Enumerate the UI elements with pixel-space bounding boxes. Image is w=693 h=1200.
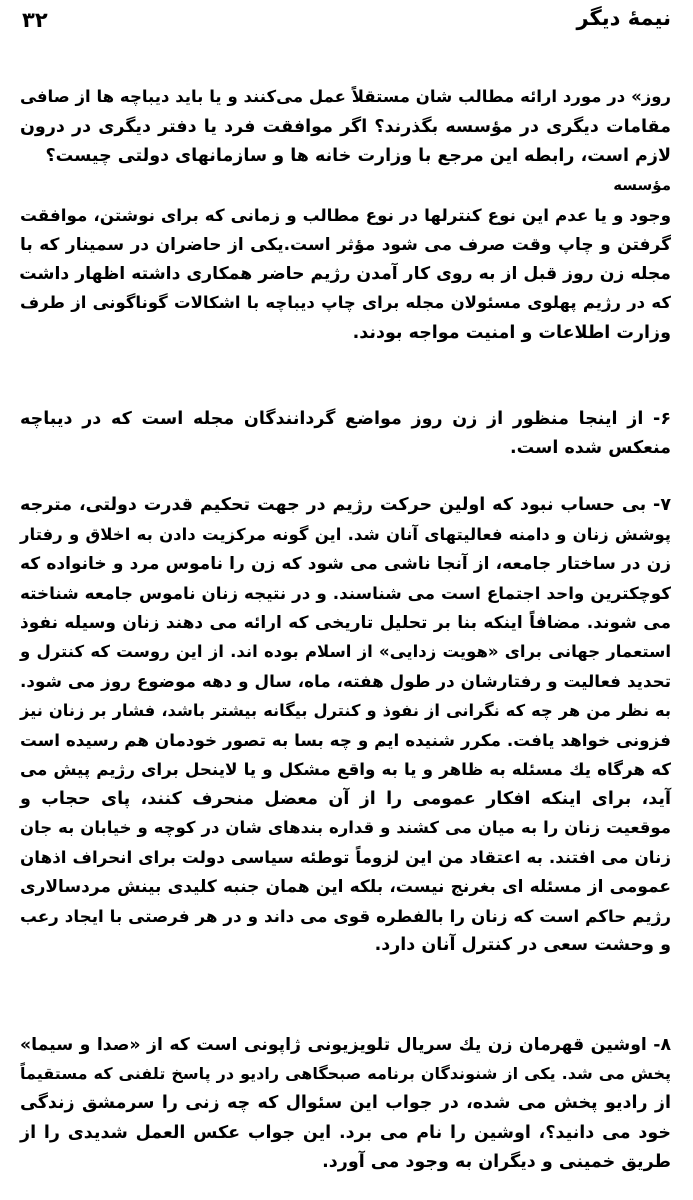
- text-line: زن در ساختار جامعه، از آنجا ناشی می شود که زن را ناموس مرد و خانواده که: [20, 554, 671, 574]
- text-line: زنان می افتند. به اعتقاد من این لزوماً توطئه سیاسی دولت برای انحراف اذهان: [20, 847, 671, 867]
- running-title: نیمهٔ دیگر: [576, 6, 671, 30]
- text-line: پخش می شد. یکی از شنوندگان برنامه صبحگاهی رادیو در پاسخ تلفنی که مستقیماً: [20, 1064, 671, 1083]
- text-line: تحدید فعالیت و رفتارشان در طول هفته، ماه، سال و دهه موضوع روز می شود.: [20, 671, 671, 691]
- text-line: گرفتن و چاپ وقت صرف می شود مؤثر است.یکی از حاضران در سمینار که با: [20, 235, 671, 255]
- text-line: موقعیت زنان را به میان می کشند و قداره بندهای شان در کوچه و خیابان به جان: [20, 818, 671, 837]
- text-line: مؤسسه: [613, 176, 671, 194]
- page-number: ۳۲: [22, 8, 48, 32]
- text-line: خود می دانید؟، اوشین را نام می برد. این جواب عکس العمل شدیدی را از: [20, 1123, 671, 1143]
- text-line: استعمار جهانی برای «هویت زدایی» از اسلام بوده اند. از این روست که کنترل و: [20, 642, 671, 661]
- page-header: [22, 2, 671, 38]
- text-line: کوچکترین واحد اجتماع است می شناسند. و در نتیجه زنان ناموس جامعه شناخته: [20, 583, 671, 603]
- text-line: پوشش زنان و دامنه فعالیتهای آنان شد. این گونه مرکزیت دادن به اخلاق و رفتار: [20, 525, 671, 544]
- text-line: از رادیو پخش می شده، در جواب این سئوال که چه زنی را سرمشق زندگی: [20, 1093, 671, 1113]
- text-line: می شوند. مضافاً اینکه بنا بر تحلیل تاریخی که ارائه می دهند زنان وسیله نفوذ: [20, 613, 671, 633]
- text-line: مجله زن روز قبل از به روی کار آمدن رژیم حاضر همکاری داشته اظهار داشت: [19, 264, 671, 284]
- text-line: ۶- از اینجا منظور از زن روز مواضع گردانندگان مجله است که در دیباچه: [20, 409, 671, 429]
- text-line: رژیم حاکم است که زنان را بالفطره قوی می داند و در هر فرصتی با ایجاد رعب: [20, 906, 671, 926]
- text-line: روز» در مورد ارائه مطالب شان مستقلاً عمل می‌کنند و یا باید دیباچه ها از صافی: [20, 87, 671, 106]
- text-line: لازم است، رابطه این مرجع با وزارت خانه ها و سازمانهای دولتی چیست؟: [45, 146, 671, 166]
- text-line: که در رژیم پهلوی مسئولان مجله برای چاپ دیباچه با اشکالات گوناگونی از طرف: [20, 293, 671, 312]
- text-line: عمومی از مسئله ای بغرنج نیست، بلکه این همان جنبه کلیدی بینش مردسالاری: [20, 877, 671, 897]
- text-line: و وحشت سعی در کنترل آنان دارد.: [374, 935, 671, 955]
- text-line: ۸- اوشین قهرمان زن یك سریال تلویزیونی ژاپونی است که از «صدا و سیما»: [20, 1035, 671, 1055]
- text-line: وزارت اطلاعات و امنیت مواجه بودند.: [352, 323, 671, 343]
- text-line: مقامات دیگری در مؤسسه بگذرند؟ اگر موافقت فرد یا دفتر دیگری در درون: [20, 117, 671, 137]
- text-line: آید، برای اینکه افکار عمومی را از آن معضل منحرف کنند، پای حجاب و: [20, 789, 671, 809]
- text-line: فزونی خواهد یافت. مکرر شنیده ایم و چه بسا به تصور خودمان هم رسیده است: [20, 730, 671, 750]
- text-line: طریق خمینی و دیگران به وجود می آورد.: [322, 1152, 671, 1172]
- text-line: که هرگاه یك مسئله به ظاهر و یا به واقع مشکل و یا لاینحل برای رژیم پیش می: [20, 759, 671, 779]
- text-line: ۷- بی حساب نبود که اولین حرکت رژیم در جهت تحکیم قدرت دولتی، مترجه: [20, 495, 671, 515]
- text-line: وجود و یا عدم این نوع کنترلها در نوع مطالب و زمانی که برای نوشتن، موافقت: [20, 205, 671, 225]
- text-line: به نظر من هر چه که نگرانی از نفوذ و کنترل بیگانه بیشتر باشد، فشار بر زنان نیز: [20, 701, 671, 720]
- text-line: منعکس شده است.: [510, 438, 671, 458]
